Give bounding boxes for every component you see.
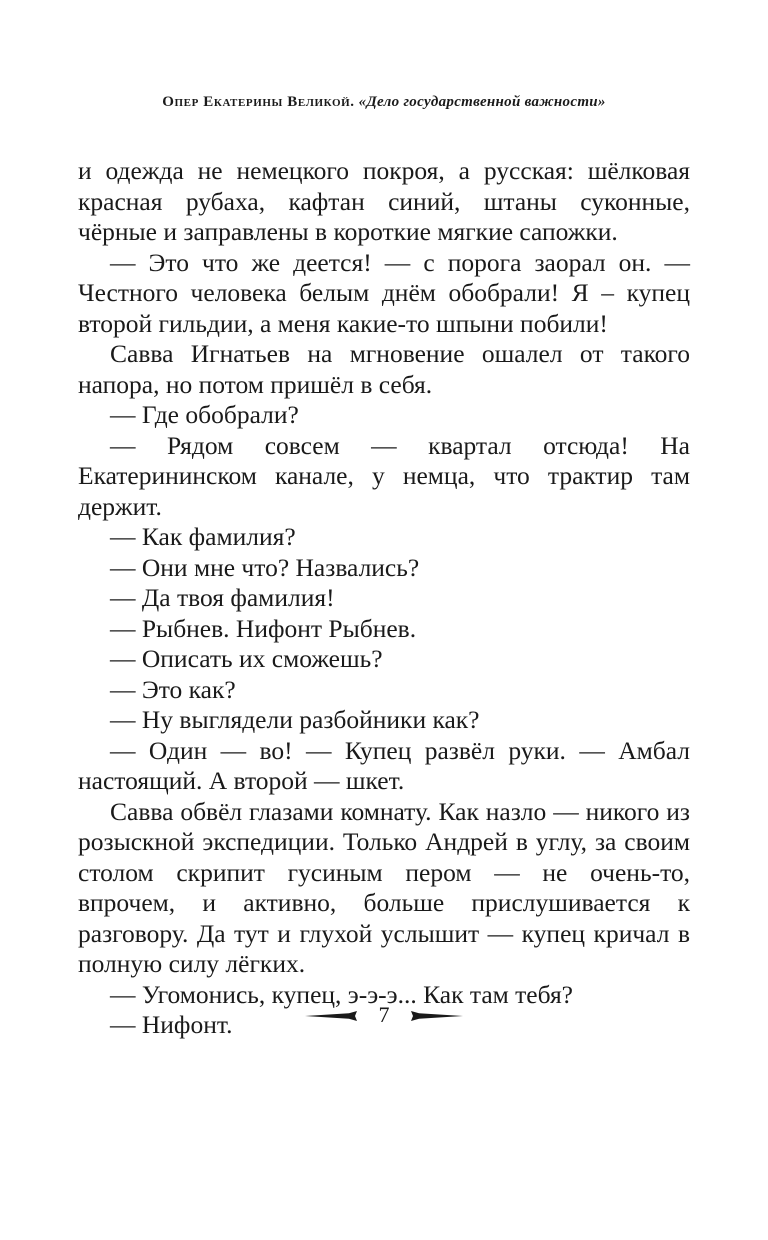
paragraph: — Как фамилия? — [110, 522, 296, 551]
paragraph: — Рядом совсем — квартал отсюда! На Екатерининском канале, у немца, что трактир там держит. — [78, 430, 690, 521]
paragraph: — Нифонт. — [110, 1010, 233, 1039]
paragraph: — Рыбнев. Нифонт Рыбнев. — [110, 613, 417, 643]
page-folio — [0, 1000, 768, 1028]
paragraph: и одежда не немецкого покроя, а русская: шёлковая красная рубаха, кафтан синий, штаны суконные, чёрные и заправлены в короткие мягкие сапожки. — [78, 156, 690, 246]
running-head-author: Опер Екатерины Великой. — [162, 94, 355, 110]
paragraph: — Это как? — [110, 674, 236, 704]
paragraph: Савва Игнатьев на мгновение ошалел от такого напора, но потом пришёл в себя. — [78, 339, 690, 399]
paragraph: Савва обвёл глазами комнату. Как назло — никого из розыскной экспедиции. Только Андрей в углу, за своим столом скрипит гусиным пером — не очень-то, впрочем, и активно, больше прислушивается к разговору. Да тут и глухой услышит — купец кричал в полную силу лёгких. — [78, 796, 690, 978]
paragraph: — Где обобрали? — [110, 400, 299, 429]
paragraph: — Они мне что? Назвались? — [110, 552, 420, 582]
page-number: 7 — [378, 1001, 390, 1027]
running-head-title: «Дело государственной важности» — [358, 94, 606, 110]
paragraph: — Да твоя фамилия! — [110, 583, 335, 612]
left-ornament-icon — [305, 1002, 357, 1028]
paragraph: — Один — во! — Купец развёл руки. — Амбал настоящий. А второй — шкет. — [78, 735, 690, 795]
body-text — [78, 156, 690, 1041]
paragraph: — Это что же деется! — с порога заорал он. — Честного человека белым днём обобрали! Я – купец второй гильдии, а меня какие-то шпыни побили! — [78, 247, 690, 338]
paragraph: — Угомонись, купец, э-э-э... Как там тебя? — [110, 979, 573, 1009]
running-head — [0, 94, 768, 111]
right-ornament-icon — [411, 1002, 463, 1028]
paragraph: — Ну выглядели разбойники как? — [110, 705, 480, 734]
paragraph: — Описать их сможешь? — [110, 644, 383, 673]
